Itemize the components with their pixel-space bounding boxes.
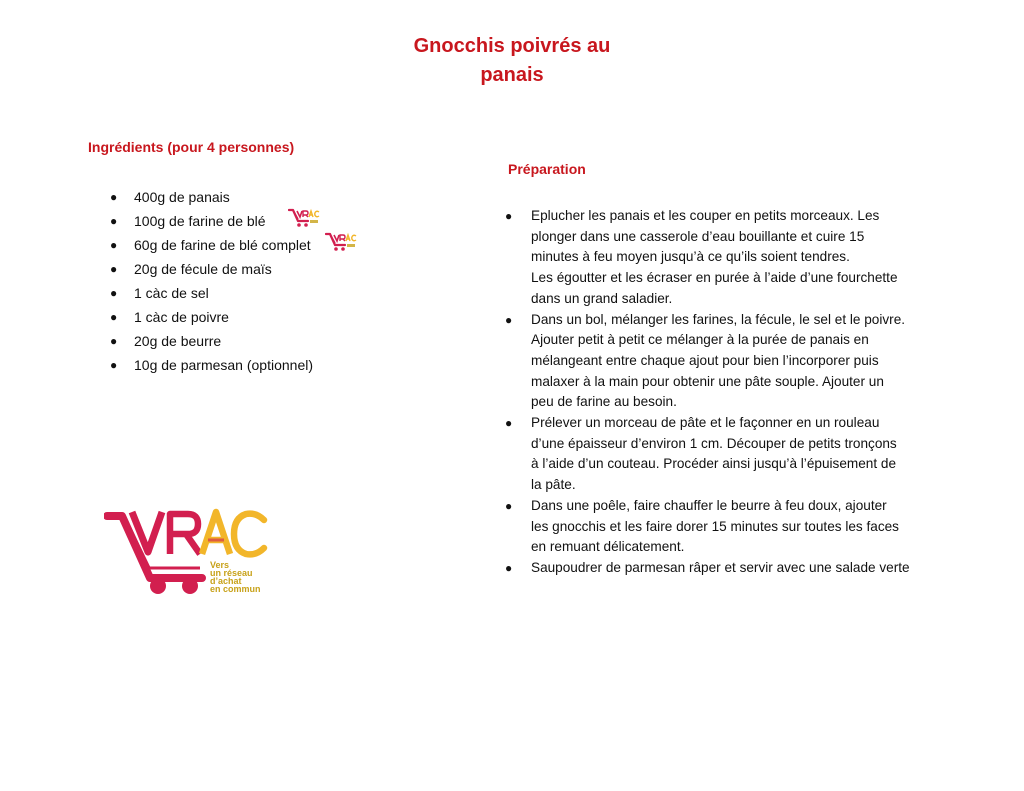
step-text-line: Dans un bol, mélanger les farines, la fécule, le sel et le poivre. xyxy=(531,311,906,327)
ingredients-list xyxy=(110,186,359,378)
step-text-line: malaxer à la main pour obtenir une pâte souple. Ajouter un xyxy=(531,373,884,389)
ingredient-item xyxy=(110,282,359,306)
logo-tagline-line: Vers xyxy=(210,560,230,570)
ingredient-item xyxy=(110,330,359,354)
step-text-line: Dans une poêle, faire chauffer le beurre à feu doux, ajouter xyxy=(531,497,887,513)
bullet-icon: ● xyxy=(110,310,118,324)
step-text-line: Ajouter petit à petit ce mélanger à la purée de panais en xyxy=(531,332,869,348)
ingredient-item xyxy=(110,354,359,378)
bullet-icon: ● xyxy=(110,190,118,204)
step-text-line: minutes à feu moyen jusqu’à ce qu’ils soient tendres. xyxy=(531,249,850,265)
bullet-icon: ● xyxy=(110,262,118,276)
ingredient-item xyxy=(110,258,359,282)
step-text-line: en remuant délicatement. xyxy=(531,539,685,555)
preparation-heading: Préparation xyxy=(508,161,586,177)
bullet-icon: ● xyxy=(110,238,118,252)
ingredient-label: 10g de parmesan (optionnel) xyxy=(134,357,314,373)
step-text-line: à l’aide d’un couteau. Procéder ainsi jusqu’à l’épuisement de xyxy=(531,456,897,472)
ingredients-heading: Ingrédients (pour 4 personnes) xyxy=(88,139,295,155)
recipe-title-line-2: panais xyxy=(480,64,544,86)
step-text-line: peu de farine au besoin. xyxy=(531,394,677,410)
step-text-line: dans un grand saladier. xyxy=(531,290,673,306)
ingredient-label: 1 càc de poivre xyxy=(134,309,229,325)
bullet-icon: ● xyxy=(110,286,118,300)
bullet-icon: ● xyxy=(505,560,513,575)
step-text-line: les gnocchis et les faire dorer 15 minutes sur toutes les faces xyxy=(531,518,899,534)
preparation-steps xyxy=(505,206,975,579)
bullet-icon: ● xyxy=(505,498,513,513)
step-text-line: Saupoudrer de parmesan râper et servir avec une salade verte xyxy=(531,559,910,575)
preparation-step xyxy=(505,206,975,310)
ingredient-item xyxy=(110,306,359,330)
recipe-title xyxy=(0,32,1024,90)
ingredient-label: 20g de fécule de maïs xyxy=(134,261,272,277)
preparation-step xyxy=(505,496,975,558)
vrac-mini-logo-icon xyxy=(325,232,359,252)
step-text-line: mélangeant entre chaque ajout pour bien l’incorporer puis xyxy=(531,352,879,368)
ingredient-label: 1 càc de sel xyxy=(134,285,209,301)
ingredient-item xyxy=(110,210,359,234)
ingredient-label: 400g de panais xyxy=(134,189,230,205)
vrac-mini-logo-icon xyxy=(288,208,322,228)
ingredient-label: 60g de farine de blé complet xyxy=(134,237,311,253)
ingredient-label: 100g de farine de blé xyxy=(134,213,266,229)
ingredient-label: 20g de beurre xyxy=(134,333,222,349)
step-text-line: plonger dans une casserole d’eau bouillante et cuire 15 xyxy=(531,228,865,244)
ingredient-item xyxy=(110,234,359,258)
preparation-step xyxy=(505,558,975,579)
bullet-icon: ● xyxy=(110,358,118,372)
step-text-line: la pâte. xyxy=(531,477,576,493)
logo-tagline-line: un réseau xyxy=(210,568,253,578)
step-text-line: Prélever un morceau de pâte et le façonner en un rouleau xyxy=(531,415,880,431)
logo-tagline-line: en commun xyxy=(210,584,261,594)
bullet-icon: ● xyxy=(505,209,513,223)
preparation-step xyxy=(505,310,975,414)
bullet-icon: ● xyxy=(505,312,513,327)
bullet-icon: ● xyxy=(110,334,118,348)
step-text-line: Les égoutter et les écraser en purée à l’aide d’une fourchette xyxy=(531,270,898,286)
ingredient-item xyxy=(110,186,359,210)
bullet-icon: ● xyxy=(505,416,513,431)
logo-tagline-line: d’achat xyxy=(210,576,242,586)
step-text-line: d’une épaisseur d’environ 1 cm. Découper de petits tronçons xyxy=(531,435,897,451)
preparation-step xyxy=(505,413,975,496)
step-text-line: Eplucher les panais et les couper en petits morceaux. Les xyxy=(531,208,880,223)
vrac-logo xyxy=(104,506,274,598)
recipe-title-line-1: Gnocchis poivrés au xyxy=(413,35,611,57)
bullet-icon: ● xyxy=(110,214,118,228)
